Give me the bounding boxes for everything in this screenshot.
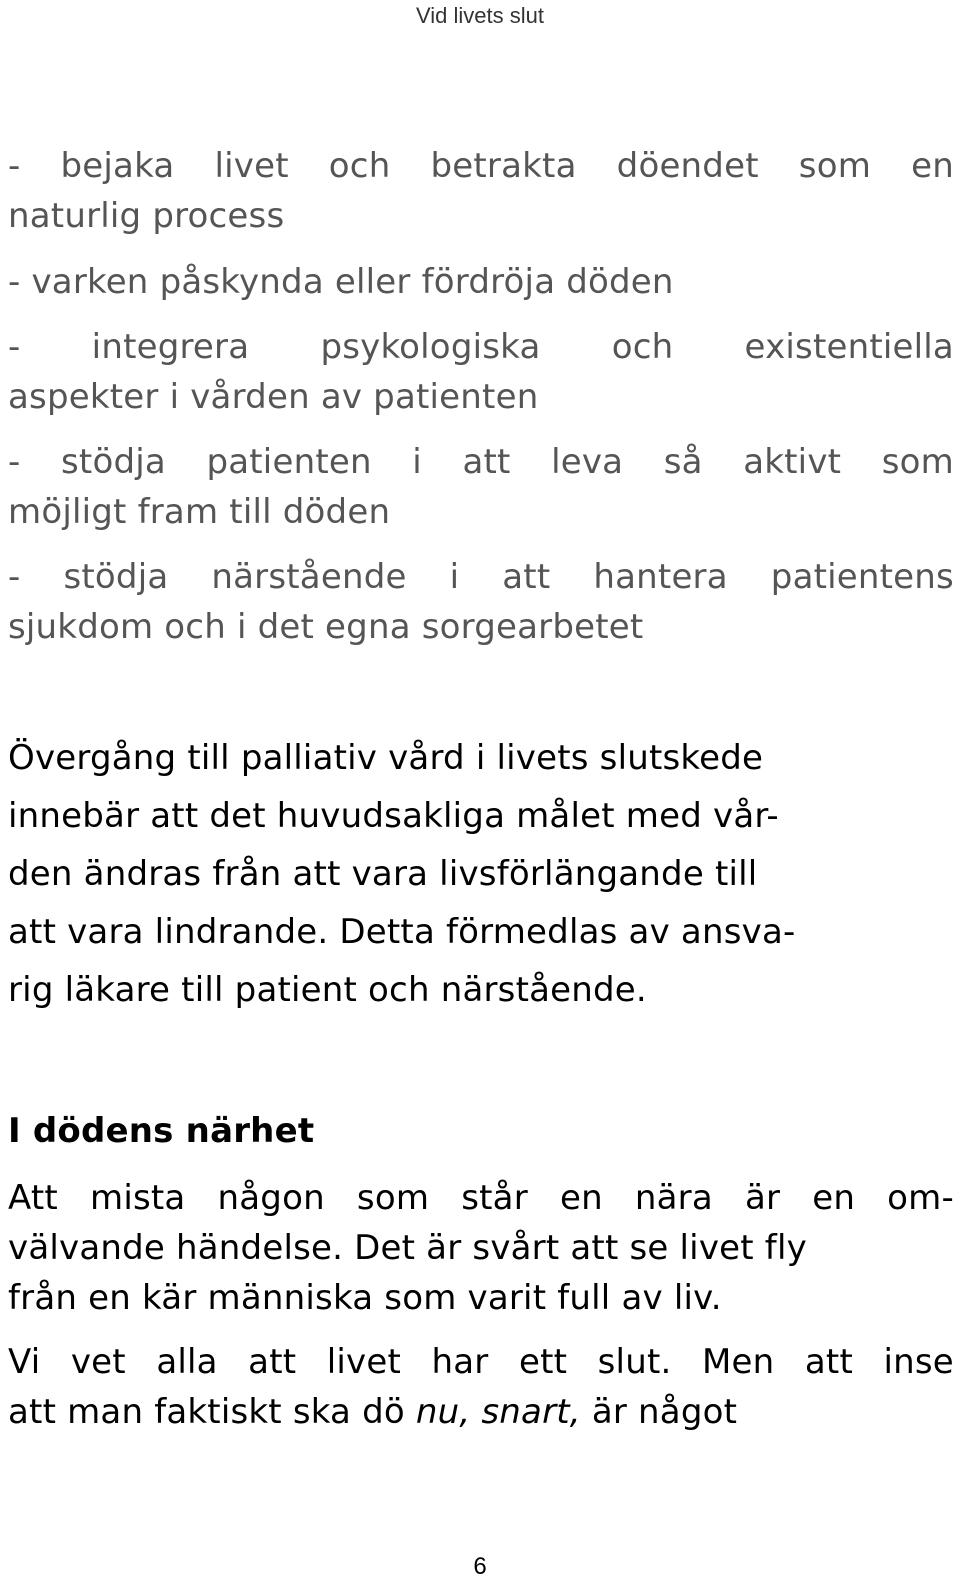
paragraph-line bbox=[8, 1387, 960, 1437]
word: inse bbox=[883, 1342, 954, 1382]
word: som bbox=[798, 146, 872, 186]
word: att bbox=[804, 1342, 853, 1382]
paragraph-text: är något bbox=[580, 1392, 738, 1432]
paragraph-line: från en kär människa som varit full av liv. bbox=[8, 1278, 722, 1318]
word: stödja bbox=[61, 442, 166, 482]
paragraph-line bbox=[8, 1337, 954, 1387]
word: slut. bbox=[597, 1342, 672, 1382]
word: existentiella bbox=[744, 327, 954, 367]
word: integrera bbox=[91, 327, 250, 367]
list-item-1-line-2: naturlig process bbox=[8, 196, 285, 236]
word: någon bbox=[217, 1178, 325, 1218]
word: - bbox=[8, 557, 21, 597]
word: leva bbox=[551, 442, 624, 482]
list-item-3-line-2: aspekter i vården av patienten bbox=[8, 377, 539, 417]
page-number: 6 bbox=[473, 1553, 487, 1580]
list-item-5-line-2: sjukdom och i det egna sorgearbetet bbox=[8, 607, 644, 647]
running-header: Vid livets slut bbox=[416, 3, 544, 28]
section-heading: I dödens närhet bbox=[8, 1111, 315, 1151]
paragraph-line: välvande händelse. Det är svårt att se livet fly bbox=[8, 1228, 807, 1268]
word: Vi bbox=[8, 1342, 41, 1382]
word: stödja bbox=[63, 557, 169, 597]
word: och bbox=[611, 327, 674, 367]
word: om- bbox=[887, 1178, 954, 1218]
paragraph-line: den ändras från att vara livsförlängande till bbox=[8, 854, 758, 894]
paragraph-line: innebär att det huvudsakliga målet med vår- bbox=[8, 796, 779, 836]
word: - bbox=[8, 327, 21, 367]
word: - bbox=[8, 442, 21, 482]
word: betrakta bbox=[430, 146, 577, 186]
word: att bbox=[462, 442, 511, 482]
paragraph-line: rig läkare till patient och närstående. bbox=[8, 970, 647, 1010]
word: livet bbox=[326, 1342, 402, 1382]
word: mista bbox=[90, 1178, 186, 1218]
word: en bbox=[812, 1178, 856, 1218]
list-item-5-line-1 bbox=[8, 552, 954, 602]
word: som bbox=[881, 442, 954, 482]
word: närstående bbox=[211, 557, 407, 597]
word: patientens bbox=[770, 557, 954, 597]
word: ett bbox=[518, 1342, 568, 1382]
paragraph-line bbox=[8, 1173, 954, 1223]
list-item-4-line-1 bbox=[8, 437, 954, 487]
list-item-4-line-2: möjligt fram till döden bbox=[8, 492, 391, 532]
word: i bbox=[412, 442, 422, 482]
word: står bbox=[461, 1178, 528, 1218]
word: psykologiska bbox=[320, 327, 541, 367]
word: nära bbox=[634, 1178, 713, 1218]
word: en bbox=[559, 1178, 603, 1218]
paragraph-line: att vara lindrande. Detta förmedlas av ansva- bbox=[8, 912, 796, 952]
word: så bbox=[663, 442, 703, 482]
word: en bbox=[911, 146, 954, 186]
word: i bbox=[449, 557, 460, 597]
word: vet bbox=[70, 1342, 126, 1382]
paragraph-line: Övergång till palliativ vård i livets slutskede bbox=[8, 738, 764, 778]
word: och bbox=[328, 146, 391, 186]
word: alla bbox=[156, 1342, 218, 1382]
word: Men bbox=[701, 1342, 775, 1382]
paragraph-text: att man faktiskt ska dö bbox=[8, 1392, 416, 1432]
list-item-1-line-1 bbox=[8, 141, 954, 191]
word: Att bbox=[8, 1178, 58, 1218]
word: är bbox=[744, 1178, 781, 1218]
word: som bbox=[356, 1178, 430, 1218]
word: patienten bbox=[206, 442, 372, 482]
word: att bbox=[248, 1342, 297, 1382]
word: att bbox=[502, 557, 551, 597]
word: bejaka bbox=[60, 146, 175, 186]
word: döendet bbox=[616, 146, 759, 186]
emphasis-text: nu, snart, bbox=[415, 1392, 581, 1432]
word: aktivt bbox=[743, 442, 842, 482]
word: livet bbox=[214, 146, 289, 186]
list-item-2-line-1: - varken påskynda eller fördröja döden bbox=[8, 262, 674, 302]
word: - bbox=[8, 146, 21, 186]
list-item-3-line-1 bbox=[8, 322, 954, 372]
word: hantera bbox=[593, 557, 728, 597]
word: har bbox=[431, 1342, 489, 1382]
